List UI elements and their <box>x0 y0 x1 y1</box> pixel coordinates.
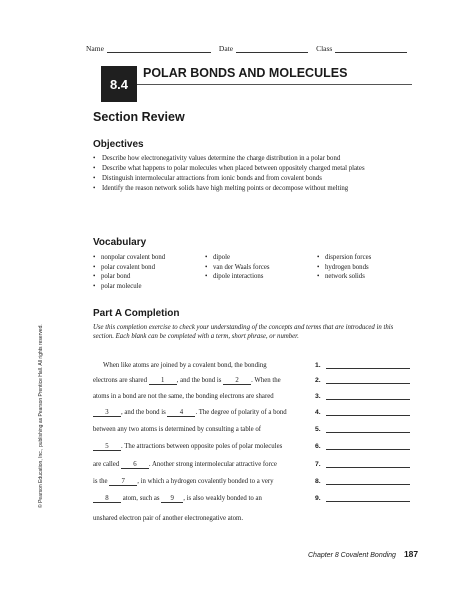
date-label: Date <box>218 44 234 53</box>
answer-line-1[interactable] <box>315 362 410 369</box>
answer-line-6[interactable] <box>315 443 410 450</box>
vocab-item: • network solids <box>317 273 413 280</box>
objective-item: • Describe what happens to polar molecules when placed between oppositely charged metal plates <box>93 165 378 174</box>
vocab-item: • dipole interactions <box>205 273 317 280</box>
answer-blank[interactable] <box>326 495 410 502</box>
objective-item: • Describe how electronegativity values determine the charge distribution in a polar bond <box>93 155 378 164</box>
answer-blank[interactable] <box>326 443 410 450</box>
page-footer <box>308 549 418 559</box>
paragraph-text: electrons are shared <box>93 377 149 384</box>
paragraph-text: , in which a hydrogen covalently bonded to a very <box>137 478 274 485</box>
vocab-item: • dipole <box>205 254 317 261</box>
title-divider <box>137 84 412 85</box>
answer-number: 6. <box>315 443 321 450</box>
name-line <box>107 45 211 53</box>
blank-2: 2 <box>223 377 251 385</box>
vocab-item: • hydrogen bonds <box>317 264 413 271</box>
paragraph-line <box>93 495 305 503</box>
paragraph-text: , and the bond is <box>176 377 224 384</box>
objectives-list <box>93 155 378 195</box>
vocab-item: • van der Waals forces <box>205 264 317 271</box>
part-a-instructions: Use this completion exercise to check your understanding of the concepts and terms that are introduced in this section. Each blank can be completed with a term, short phrase, or number. <box>93 324 394 340</box>
vocabulary-heading: Vocabulary <box>93 237 147 248</box>
vocab-item: • polar molecule <box>93 283 205 290</box>
paragraph-text: . The degree of polarity of a bond <box>195 409 287 416</box>
paragraph-text: , and the bond is <box>121 409 168 416</box>
answer-number: 5. <box>315 426 321 433</box>
objectives-heading: Objectives <box>93 139 144 150</box>
class-field[interactable] <box>316 44 407 53</box>
answer-line-4[interactable] <box>315 409 410 416</box>
objective-item: • Distinguish intermolecular attractions from ionic bonds and from covalent bonds <box>93 175 378 184</box>
answer-number: 4. <box>315 409 321 416</box>
section-review-heading: Section Review <box>93 110 185 124</box>
blank-5: 5 <box>93 443 121 451</box>
answer-blank[interactable] <box>326 377 410 384</box>
paragraph-text: atom, such as <box>121 495 162 502</box>
class-line <box>335 45 407 53</box>
paragraph-text: . The attractions between opposite poles of polar molecules <box>121 443 283 450</box>
answer-blank[interactable] <box>326 409 410 416</box>
paragraph-text: is the <box>93 478 110 485</box>
answer-number: 1. <box>315 362 321 369</box>
paragraph-text: atoms in a bond are not the same, the bonding electrons are shared <box>93 393 274 400</box>
objective-item: • Identify the reason network solids have high melting points or decompose without melting <box>93 185 378 194</box>
vocab-item: • polar bond <box>93 273 205 280</box>
paragraph-line <box>93 443 305 451</box>
answer-line-3[interactable] <box>315 393 410 400</box>
paragraph-text: , is also weakly bonded to an <box>183 495 262 502</box>
blank-6: 6 <box>121 461 149 469</box>
page-number: 187 <box>403 549 419 559</box>
paragraph-line <box>93 377 305 385</box>
blank-4: 4 <box>167 409 195 417</box>
answer-number: 2. <box>315 377 321 384</box>
name-label: Name <box>86 44 104 53</box>
blank-9: 9 <box>161 495 183 503</box>
name-field[interactable] <box>86 44 211 53</box>
answer-number: 9. <box>315 495 321 502</box>
paragraph-line <box>93 478 305 486</box>
name-date-class-header <box>86 44 415 53</box>
date-field[interactable] <box>219 44 308 53</box>
date-line <box>236 45 308 53</box>
answer-blank[interactable] <box>326 478 410 485</box>
section-title: POLAR BONDS AND MOLECULES <box>143 66 348 80</box>
class-label: Class <box>316 44 333 53</box>
vocab-item: • nonpolar covalent bond <box>93 254 205 261</box>
answer-line-8[interactable] <box>315 478 410 485</box>
section-number-badge: 8.4 <box>101 66 137 102</box>
paragraph-text: . Another strong intermolecular attractive force <box>148 461 277 468</box>
answer-blank[interactable] <box>326 362 410 369</box>
paragraph-text: . When the <box>251 377 281 384</box>
vocab-item: • dispersion forces <box>317 254 413 261</box>
paragraph-line <box>93 362 305 369</box>
paragraph-line <box>93 515 305 522</box>
paragraph-line <box>93 461 305 469</box>
paragraph-line <box>93 409 305 417</box>
answer-blank[interactable] <box>326 426 410 433</box>
paragraph-text: are called <box>93 461 121 468</box>
part-a-heading: Part A Completion <box>93 308 180 319</box>
answer-number: 7. <box>315 461 321 468</box>
blank-3: 3 <box>93 409 121 417</box>
vocab-item: • polar covalent bond <box>93 264 205 271</box>
chapter-label: Chapter 8 Covalent Bonding <box>308 552 396 559</box>
answer-line-9[interactable] <box>315 495 410 502</box>
paragraph-line <box>93 426 305 433</box>
answer-blank[interactable] <box>326 393 410 400</box>
blank-1: 1 <box>149 377 177 385</box>
paragraph-line <box>93 393 305 400</box>
answer-number: 3. <box>315 393 321 400</box>
blank-8: 8 <box>93 495 121 503</box>
answer-line-2[interactable] <box>315 377 410 384</box>
paragraph-text: When like atoms are joined by a covalent bond, the bonding <box>103 362 267 369</box>
answer-line-7[interactable] <box>315 461 410 468</box>
answer-line-5[interactable] <box>315 426 410 433</box>
paragraph-text: unshared electron pair of another electronegative atom. <box>93 515 244 522</box>
answer-blank[interactable] <box>326 461 410 468</box>
blank-7: 7 <box>109 478 137 486</box>
paragraph-text: between any two atoms is determined by consulting a table of <box>93 426 261 433</box>
vocabulary-list <box>93 254 413 290</box>
copyright-side-text: © Pearson Education, Inc., publishing as Pearson Prentice Hall. All rights reserved. <box>38 324 44 508</box>
answer-number: 8. <box>315 478 321 485</box>
